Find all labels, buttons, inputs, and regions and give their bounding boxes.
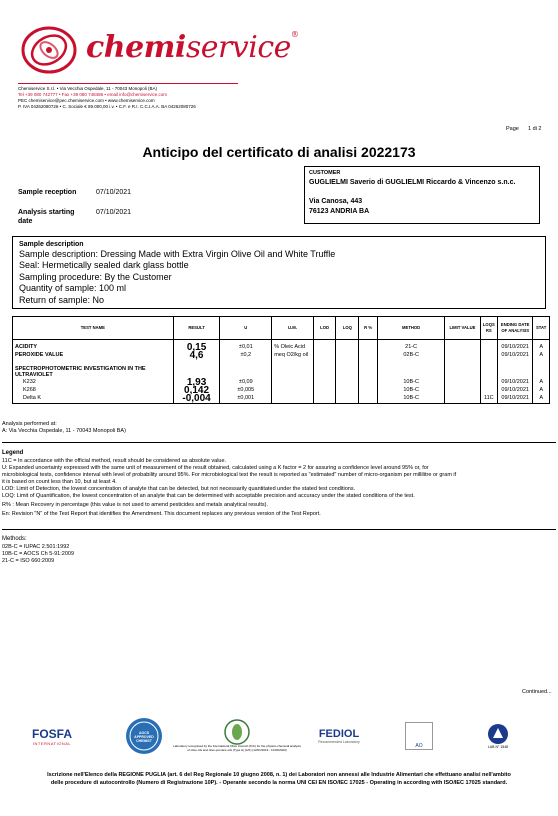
row-method: 10B-C	[377, 387, 444, 395]
row-loqs: 11C	[480, 395, 497, 404]
legend-body	[2, 458, 556, 518]
row-result: 0,15	[173, 344, 220, 352]
legend-line: U: Expanded uncertainty expressed with the same unit of measurement of the result obtained, calculated using a K factor = 2 for assuring a confidence level around 95% or, for	[2, 465, 429, 471]
table-row	[13, 352, 550, 360]
company-contacts: Tel +39 080 742777 • Fax +39 080 748486 • email info@chemiservice.com	[18, 92, 168, 97]
page-number: 1 di 2	[528, 126, 542, 132]
row-test-name: ACIDITY	[13, 344, 174, 352]
company-pec: PEC chemiservice@pec.chemiservice.com • www.chemiservice.com	[18, 98, 155, 103]
row-uncertainty: ±0,09	[220, 379, 272, 387]
row-test-name: K268	[13, 387, 174, 395]
row-loqs	[480, 379, 497, 387]
table-row	[13, 379, 550, 387]
table-row	[13, 344, 550, 352]
row-method: 10B-C	[377, 379, 444, 387]
row-method: 21-C	[377, 344, 444, 352]
legend-line: R% : Mean Recovery in percentage (this value is not used to amend pesticides and metals analytical results).	[2, 502, 268, 508]
footer-line: Iscrizione nell'Elenco della REGIONE PUGLIA (art. 6 del Reg Regionale 10 giugno 2008, n. 1) dei Laboratori non annessi alle Industrie Alimentari che effettuano analisi nell'ambito	[47, 772, 511, 778]
legend-heading: Legend	[2, 450, 24, 456]
legend-line: LOD: Limit of Detection, the lowest concentration of analyte that can be detected, but not necessarily quantitated under the stated test conditions.	[2, 486, 356, 492]
table-header-row	[13, 317, 550, 340]
methods-list	[2, 544, 74, 565]
company-address: Chemiservice S.r.l. • Via Vecchia Ospedale, 11 - 70043 Monopoli (BA)	[18, 86, 157, 91]
header-divider	[18, 83, 238, 84]
method-line: 21-C = ISO 660:2009	[2, 558, 55, 564]
table-row	[13, 395, 550, 404]
page-title: Anticipo del certificato di analisi 2022173	[142, 144, 416, 160]
divider	[2, 442, 556, 443]
header-u: U	[220, 317, 272, 340]
row-uncertainty: ±0,001	[220, 395, 272, 404]
sample-line: Quantity of sample: 100 ml	[19, 283, 127, 293]
footer-line: delle procedure di autocontrollo (Numero di Registrazione 10P). - Operante secondo la norma UNI CEI EN ISO/IEC 17025 - Operating in according with ISO/IEC 17025 standard.	[50, 780, 508, 786]
sample-reception-label: Sample reception	[18, 189, 77, 196]
row-method: 10B-C	[377, 395, 444, 404]
header-ending-date: ENDING DATE OF ANALYSIS	[498, 317, 533, 340]
row-stat: A	[533, 379, 550, 387]
row-test-name: K232	[13, 379, 174, 387]
ioc-logo: Laboratory recognised by the International Olive Council (IOC) for the physico-chemical analysis of olive oils and olive-pomace oils (Type A) (A/F) (12/01/2019 - 11/30/2020)	[172, 718, 302, 754]
row-stat: A	[533, 387, 550, 395]
row-unit: % Oleic Acid	[272, 344, 313, 352]
row-loqs	[480, 344, 497, 352]
row-uncertainty: ±0,2	[220, 352, 272, 360]
chemiservice-swirl-icon	[18, 20, 80, 80]
sample-description-heading: Sample description	[19, 241, 84, 248]
row-method: 02B-C	[377, 352, 444, 360]
row-date: 09/10/2021	[498, 387, 533, 395]
sample-line: Sample description: Dressing Made with Extra Virgin Olive Oil and White Truffle	[19, 249, 336, 259]
row-uncertainty: ±0,005	[220, 387, 272, 395]
row-unit: meq O2/kg oil	[272, 352, 313, 360]
aoc-logo: AO	[404, 718, 434, 754]
header-test-name: TEST NAME	[13, 317, 174, 340]
row-uncertainty: ±0,01	[220, 344, 272, 352]
fosfa-logo: FOSFA INTERNATIONAL	[31, 726, 72, 746]
header-result: RESULT	[173, 317, 220, 340]
row-unit	[272, 379, 313, 387]
row-result: -0,004	[173, 395, 220, 404]
results-table	[12, 316, 550, 404]
header-stat: STAT	[533, 317, 550, 340]
header-method: METHOD	[377, 317, 444, 340]
accredia-logo: LAB N° 1548	[478, 718, 518, 754]
row-test-name: SPECTROPHOTOMETRIC INVESTIGATION IN THE ULTRAVIOLET	[13, 366, 174, 379]
header-loqs: LOQS RS	[480, 317, 497, 340]
analyses-performed-value: A: Via Vecchia Ospedale, 11 - 70043 Monopoli BA)	[2, 428, 126, 434]
table-row	[13, 366, 550, 379]
legend-line: 11C = In accordance with the official method, result should be considered as absolute value.	[2, 458, 227, 464]
row-stat: A	[533, 395, 550, 404]
analyses-performed-label: Analysis performed at:	[2, 421, 57, 427]
customer-city: 76123 ANDRIA BA	[309, 208, 370, 215]
row-date: 09/10/2021	[498, 379, 533, 387]
methods-heading: Methods:	[2, 536, 27, 542]
header-loq: LOQ	[336, 317, 359, 340]
page-label: Page	[506, 126, 519, 132]
header-lod: LOD	[313, 317, 336, 340]
aocs-logo: AOCS APPROVED CHEMIST	[124, 718, 164, 754]
row-stat: A	[533, 344, 550, 352]
legend-line: it is based on count less than 10, but at least 4.	[2, 479, 117, 485]
sample-description-box	[12, 236, 546, 309]
row-result: 1,93	[173, 379, 220, 387]
row-loqs	[480, 352, 497, 360]
legend-line: LOQ: Limit of Quantification, the lowest concentration of an analyte that can be determined with acceptable precision and accuracy under the stated conditions of the test.	[2, 493, 415, 499]
divider	[2, 529, 556, 530]
method-line: 02B-C = IUPAC 2.501:1992	[2, 544, 70, 550]
method-line: 10B-C = AOCS Ch 5-91:2009	[2, 551, 74, 557]
row-unit	[272, 387, 313, 395]
sample-line: Return of sample: No	[19, 295, 105, 305]
sample-line: Seal: Hermetically sealed dark glass bottle	[19, 260, 189, 270]
table-row	[13, 387, 550, 395]
sample-line: Sampling procedure: By the Customer	[19, 272, 172, 282]
row-test-name: PEROXIDE VALUE	[13, 352, 174, 360]
continued-label: Continued...	[522, 689, 552, 695]
header-limit: LIMIT VALUE	[445, 317, 480, 340]
row-date: 09/10/2021	[498, 352, 533, 360]
row-loqs	[480, 387, 497, 395]
company-wordmark: chemiservice®	[86, 30, 299, 65]
legend-line: En: Revision "N" of the Test Report that identifies the Amendment. This document replaces any previous version of the Test Report.	[2, 511, 321, 517]
accredia-badge-icon	[487, 723, 509, 745]
row-stat: A	[533, 352, 550, 360]
fediol-logo: FEDIOL Recommended Laboratory	[318, 728, 360, 744]
row-test-name: Delta K	[13, 395, 174, 404]
header-r: R %	[359, 317, 378, 340]
customer-name: GUGLIELMI Saverio di GUGLIELMI Riccardo & Vincenzo s.n.c.	[309, 179, 516, 186]
ioc-olive-icon	[222, 719, 252, 745]
row-date: 09/10/2021	[498, 344, 533, 352]
company-fiscal: P. IVA 04262080726 • C. Sociale € 89.000,00 i.v. • C.F. e R.I. C.C.I.A.A. BA 04262080726	[18, 104, 196, 109]
row-date: 09/10/2021	[498, 395, 533, 404]
analysis-starting-value: 07/10/2021	[96, 209, 132, 216]
customer-street: Via Canosa, 443	[309, 198, 363, 205]
sample-reception-value: 07/10/2021	[96, 189, 132, 196]
customer-label: CUSTOMER	[309, 170, 341, 176]
row-unit	[272, 395, 313, 404]
legend-line: microbiological tests, confidence interval with level of probability around 95%. For microbiological test the result is reported as "estimated" number of micro-organism per millilitre or gram if	[2, 472, 457, 478]
header-um: U.M.	[272, 317, 313, 340]
row-result: 4,6	[173, 352, 220, 360]
customer-box	[304, 166, 540, 224]
analysis-starting-label: Analysis starting date	[18, 209, 75, 225]
row-result: 0,142	[173, 387, 220, 395]
